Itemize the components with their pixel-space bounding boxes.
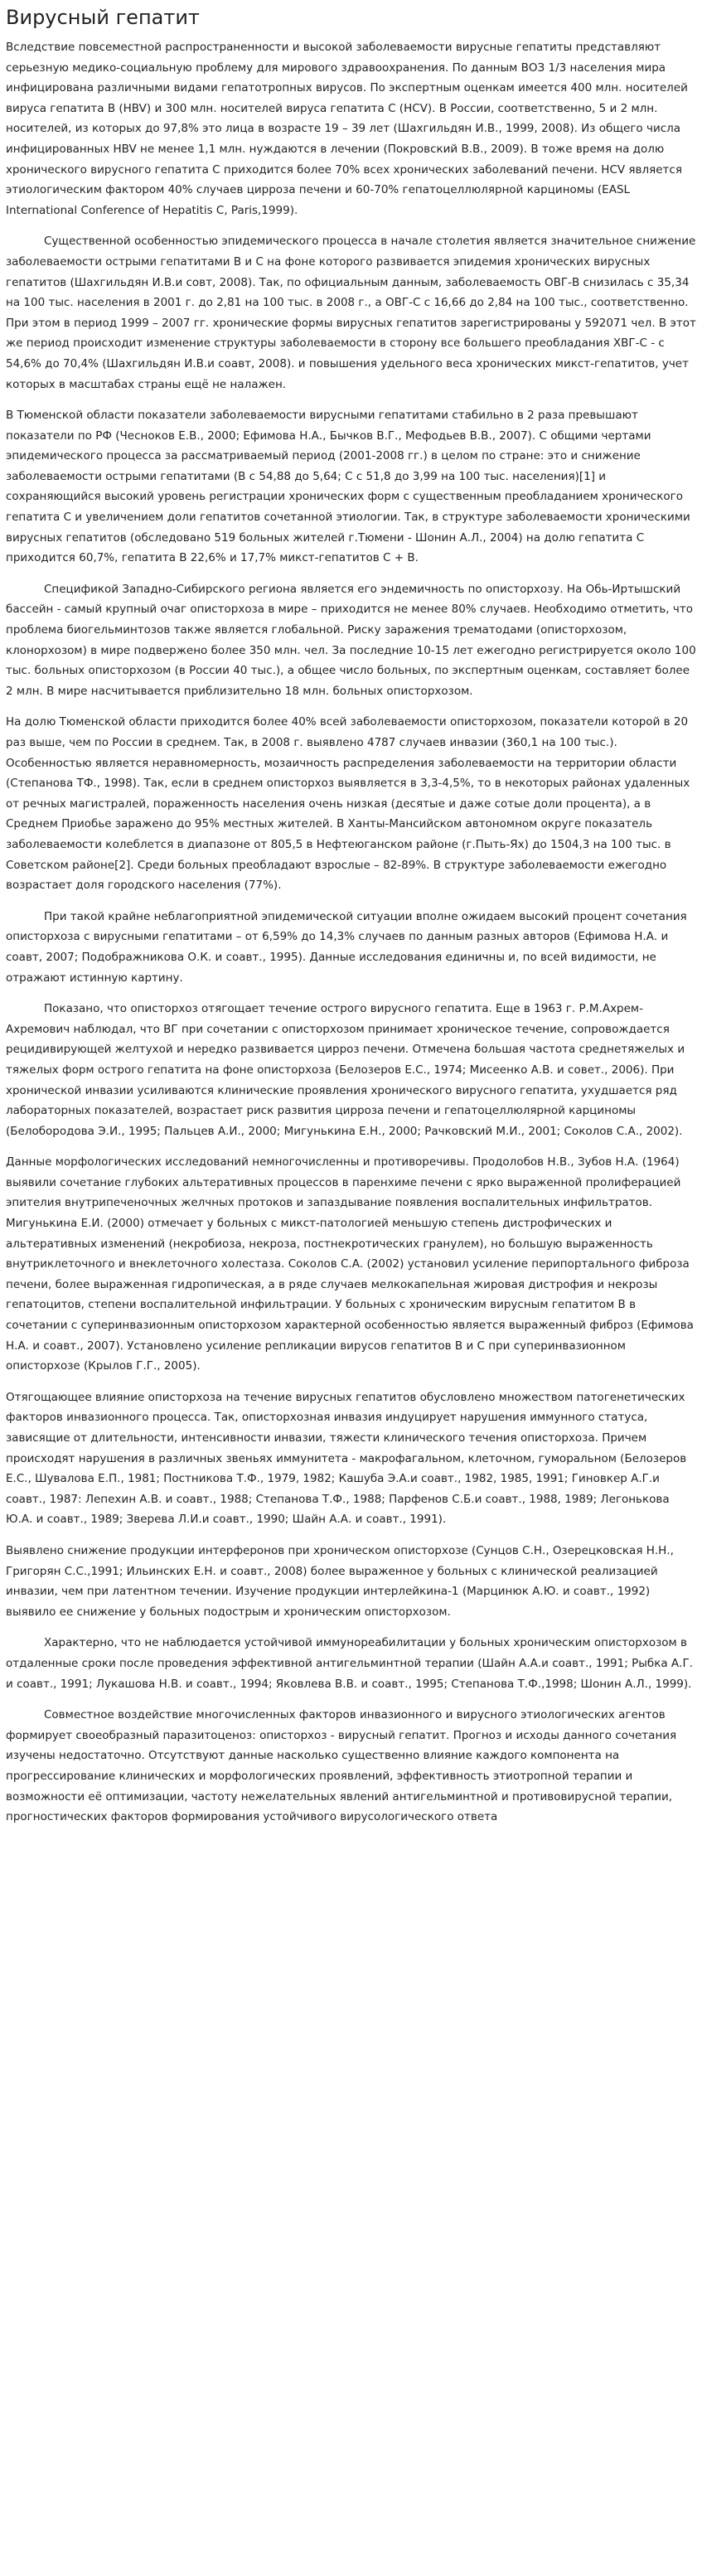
paragraph-3: В Тюменской области показатели заболеваемости вирусными гепатитами стабильно в 2 раза превышают показатели по РФ (Чесноков Е.В., 2000; Ефимова Н.А., Бычков В.Г., Мефодьев В.В., 2007). С общими чертами эпидемического процесса за рассматриваемый период (2001-2008 гг.) в целом по стране: это и снижение заболеваемости острыми гепатитами (В с 54,88 до 5,64; С с 51,8 до 3,99 на 100 тыс. населения)[1] и сохраняющийся высокий уровень регистрации хронических форм с существенным преобладанием хронического гепатита С и увеличением доли гепатитов сочетанной этиологии. Так, в структуре заболеваемости хроническими вирусных гепатитов (обследовано 519 больных жителей г.Тюмени - Шонин А.Л., 2004) на долю гепатита С приходится 60,7%, гепатита В 22,6% и 17,7% микст-гепатитов С + В. <box>6 409 690 565</box>
paragraph-4: Спецификой Западно-Сибирского региона является его эндемичность по описторхозу. На Обь-Иртышский бассейн - самый крупный очаг описторхоза в мире – приходится не менее 80% случаев. Необходимо отметить, что проблема биогельминтозов также является глобальной. Риску заражения трематодами (описторхозом, клонорхозом) в мире подвержено более 350 млн. чел. За последние 10-15 лет ежегодно регистрируется около 100 тыс. больных описторхозом (в России 40 тыс.), а общее число больных, по экспертным оценкам, составляет более 2 млн. В мире насчитывается приблизительно 18 млн. больных описторхозом. <box>6 582 696 698</box>
paragraph-1: Вследствие повсеместной распространенности и высокой заболеваемости вирусные гепатиты представляют серьезную медико-социальную проблему для мирового здравоохранения. По данным ВОЗ 1/3 населения мира инфицирована различными видами гепатотропных вирусов. По экспертным оценкам имеется 400 млн. носителей вируса гепатита В (HBV) и 300 млн. носителей вируса гепатита С (HCV). В России, соответственно, 5 и 2 млн. носителей, из которых до 97,8% это лица в возрасте 19 – 39 лет (Шахгильдян И.В., 1999, 2008). Из общего числа инфицированных HBV не менее 1,1 млн. нуждаются в лечении (Покровский В.В., 2009). В тоже время на долю хронического вирусного гепатита С приходится более 70% всех хронических заболеваний печени. HCV является этиологическим фактором 40% случаев цирроза печени и 60-70% гепатоцеллюлярной карциномы (EASL International Conference of Hepatitis C, Paris,1999). <box>6 41 688 217</box>
paragraph-9: Отягощающее влияние описторхоза на течение вирусных гепатитов обусловлено множеством патогенетических факторов инвазионного процесса. Так, описторхозная инвазия индуцирует нарушения иммунного статуса, зависящие от длительности, интенсивности инвазии, тяжести клинического течения описторхоза. Причем происходят нарушения в различных звеньях иммунитета - макрофагальном, клеточном, гуморальном (Белозеров Е.С., Шувалова Е.П., 1981; Постникова Т.Ф., 1979, 1982; Кашуба Э.А.и соавт., 1982, 1985, 1991; Гиновкер А.Г.и соавт., 1987: Лепехин А.В. и соавт., 1988; Степанова Т.Ф., 1988; Парфенов С.Б.и соавт., 1988, 1989; Легонькова Ю.А. и соавт., 1989; Зверева Л.И.и соавт., 1990; Шайн А.А. и соавт., 1991). <box>6 1390 687 1527</box>
page-title: Вирусный гепатит <box>6 6 200 29</box>
paragraph-12: Совместное воздействие многочисленных факторов инвазионного и вирусного этиологических агентов формирует своеобразный паразитоценоз: описторхоз - вирусный гепатит. Прогноз и исходы данного сочетания изучены недостаточно. Отсутствуют данные насколько существенно влияние каждого компонента на прогрессирование клинических и морфологических проявлений, эффективность этиотропной терапии и возможности её оптимизации, частоту нежелательных явлений антигельминтной и противовирусной терапии, прогностических факторов формирования устойчивого вирусологического ответа <box>6 1708 677 1824</box>
paragraph-5: На долю Тюменской области приходится более 40% всей заболеваемости описторхозом, показатели которой в 20 раз выше, чем по России в среднем. Так, в 2008 г. выявлено 4787 случаев инвазии (360,1 на 100 тыс.). Особенностью является неравномерность, мозаичность распределения заболеваемости на территории области (Степанова ТФ., 1998). Так, если в среднем описторхоз выявляется в 3,3-4,5%, то в некоторых районах удаленных от речных магистралей, пораженность населения очень низкая (десятые и даже сотые доли процента), а в Среднем Приобье заражено до 95% местных жителей. В Ханты-Мансийском автономном округе показатель заболеваемости колеблется в диапазоне от 805,5 в Нефтеюганском районе (г.Пыть-Ях) до 1504,3 на 100 тыс. в Советском районе[2]. Среди больных преобладают взрослые – 82-89%. В структуре заболеваемости ежегодно возрастает доля городского населения (77%). <box>6 715 690 893</box>
paragraph-6: При такой крайне неблагоприятной эпидемической ситуации вполне ожидаем высокий процент сочетания описторхоза с вирусными гепатитами – от 6,59% до 14,3% случаев по данным разных авторов (Ефимова Н.А. и соавт, 2007; Подображникова О.К. и соавт., 1995). Данные исследования единичны и, по всей видимости, не отражают истинную картину. <box>6 909 687 985</box>
paragraph-8: Данные морфологических исследований немногочисленны и противоречивы. Продолобов Н.В., Зубов Н.А. (1964) выявили сочетание глубоких альтеративных процессов в паренхиме печени с ярко выраженной пролиферацией эпителия внутрипеченочных желчных протоков и запаздывание появления воспалительных инфильтратов. Мигунькина Е.И. (2000) отмечает у больных с микст-патологией меньшую степень дистрофических и альтеративных изменений (некробиоза, некроза, постнекротических гранулем), но большую выраженность внутриклеточного и внеклеточного холестаза. Соколов С.А. (2002) установил усиление перипортального фиброза печени, более выраженная гидропическая, а в ряде случаев мелкокапельная жировая дистрофия и некрозы гепатоцитов, степени воспалительной инфильтрации. У больных с хроническим вирусным гепатитом В в сочетании с суперинвазионным описторхозом характерной особенностью является выраженный фиброз (Ефимова Н.А. и соавт., 2007). Установлено усиление репликации вирусов гепатитов В и С при суперинвазионном описторхозе (Крылов Г.Г., 2005). <box>6 1155 694 1373</box>
paragraph-11: Характерно, что не наблюдается устойчивой иммунореабилитации у больных хроническим описторхозом в отдаленные сроки после проведения эффективной антигельминтной терапии (Шайн А.А.и соавт., 1991; Рыбка А.Г. и соавт., 1991; Лукашова Н.В. и соавт., 1994; Яковлева В.В. и соавт., 1995; Степанова Т.Ф.,1998; Шонин А.Л., 1999). <box>6 1636 693 1691</box>
paragraph-7: Показано, что описторхоз отягощает течение острого вирусного гепатита. Еще в 1963 г. Р.М.Ахрем-Ахремович наблюдал, что ВГ при сочетании с описторхозом принимает хроническое течение, сопровождается рецидивирующей желтухой и нередко развивается цирроз печени. Отмечена большая частота среднетяжелых и тяжелых форм острого гепатита на фоне описторхоза (Белозеров Е.С., 1974; Мисеенко А.В. и совет., 2006). При хронической инвазии усиливаются клинические проявления хронического вирусного гепатита, ухудшается ряд лабораторных показателей, возрастает риск развития цирроза печени и гепатоцеллюлярной карциномы (Белобородова Э.И., 1995; Пальцев А.И., 2000; Мигунькина Е.Н., 2000; Рачковский М.И., 2001; Соколов С.А., 2002). <box>6 1002 685 1138</box>
paragraph-2: Существенной особенностью эпидемического процесса в начале столетия является значительное снижение заболеваемости острыми гепатитами В и С на фоне которого развивается эпидемия хронических вирусных гепатитов (Шахгильдян И.В.и совт, 2008). Так, по официальным данным, заболеваемость ОВГ-В снизилась с 35,34 на 100 тыс. населения в 2001 г. до 2,81 на 100 тыс. в 2008 г., а ОВГ-С с 16,66 до 2,84 на 100 тыс., соответственно. При этом в период 1999 – 2007 гг. хронические формы вирусных гепатитов зарегистрированы у 592071 чел. В этот же период происходит изменение структуры заболеваемости в сторону все большего преобладания ХВГ-С - с 54,6% до 70,4% (Шахгильдян И.В.и соавт, 2008). и повышения удельного веса хронических микст-гепатитов, учет которых в масштабах страны ещё не налажен. <box>6 235 696 391</box>
paragraph-10: Выявлено снижение продукции интерферонов при хроническом описторхозе (Сунцов С.Н., Озерецковская Н.Н., Григорян С.С.,1991; Ильинских Е.Н. и соавт., 2008) более выраженное у больных с клинической реализацией инвазии, чем при латентном течении. Изучение продукции интерлейкина-1 (Марцинюк А.Ю. и соавт., 1992) выявило ее снижение у больных подострым и хроническим описторхозом. <box>6 1543 674 1619</box>
